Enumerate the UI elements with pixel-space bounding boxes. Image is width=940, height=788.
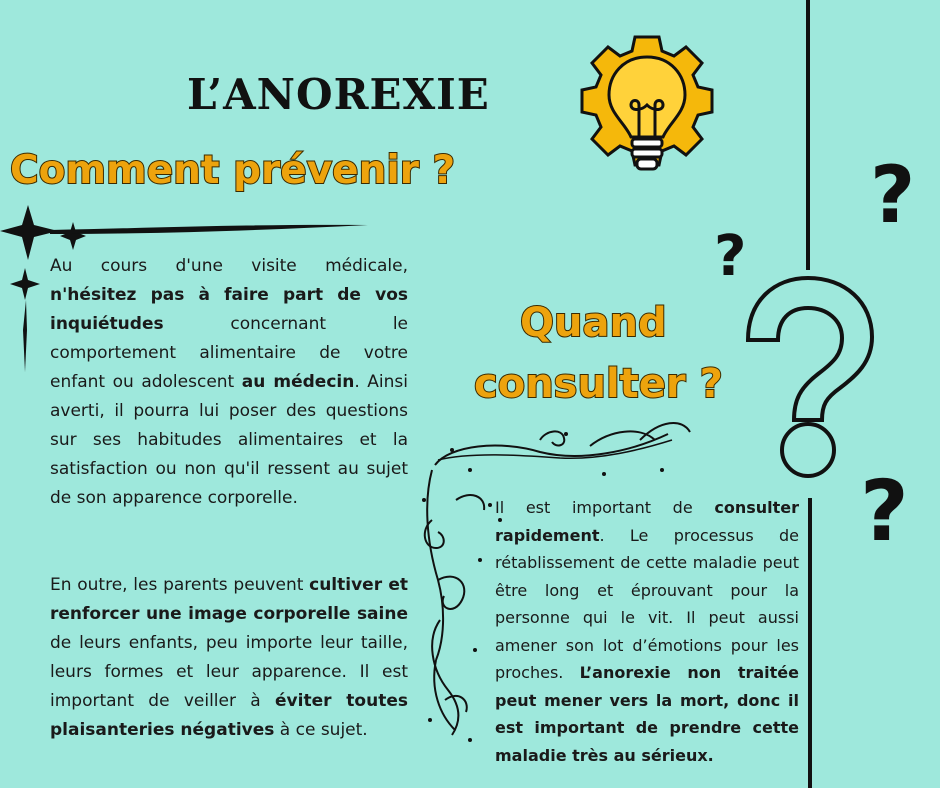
text-run: concernant le comportement alimentaire de votre enfant ou adolescent (50, 314, 408, 392)
bold-text-run: au médecin (241, 372, 355, 392)
outlined-question-mark-icon (748, 278, 872, 476)
bold-text-run: n'hésitez pas à faire part de vos inquiétudes (50, 285, 408, 334)
text-run: Il est important de (495, 498, 715, 517)
bold-text-run: consulter rapidement (495, 498, 799, 545)
page-title: L’ANOREXIE (187, 70, 490, 119)
bold-text-run: éviter toutes plaisanteries négatives (50, 691, 408, 740)
consult-heading-line-2: consulter ? (474, 361, 723, 407)
svg-text:?: ? (860, 462, 909, 560)
text-run: . Le processus de rétablissement de cette maladie peut être long et éprouvant pour la personne qui le vit. Il peut aussi amener son lot d’émotions pour les proches. (495, 525, 799, 682)
text-run: . Ainsi averti, il pourra lui poser des questions sur ses habitudes alimentaires et la satisfaction ou non qu'il ressent au sujet de son apparence corporelle. (50, 372, 408, 508)
text-run: Au cours d'une visite médicale, (50, 256, 408, 276)
text-run: En outre, les parents peuvent (50, 575, 310, 595)
lightbulb-gear-icon (582, 37, 712, 169)
prevent-paragraph-1 (50, 252, 408, 513)
consult-paragraph (495, 494, 799, 769)
consult-heading-line-1: Quand (520, 300, 667, 346)
svg-text:?: ? (714, 224, 747, 289)
bold-text-run: cultiver et renforcer une image corporelle saine (50, 575, 408, 624)
svg-text:?: ? (870, 151, 916, 241)
text-run: de leurs enfants, peu importe leur taille, leurs formes et leur apparence. Il est important de veiller à (50, 633, 408, 711)
bold-text-run: L’anorexie non traitée peut mener vers la mort, donc il est important de prendre cette maladie très au sérieux. (495, 663, 799, 765)
prevent-paragraph-2 (50, 571, 408, 745)
text-run: à ce sujet. (274, 720, 368, 740)
prevent-heading: Comment prévenir ? (10, 148, 456, 193)
